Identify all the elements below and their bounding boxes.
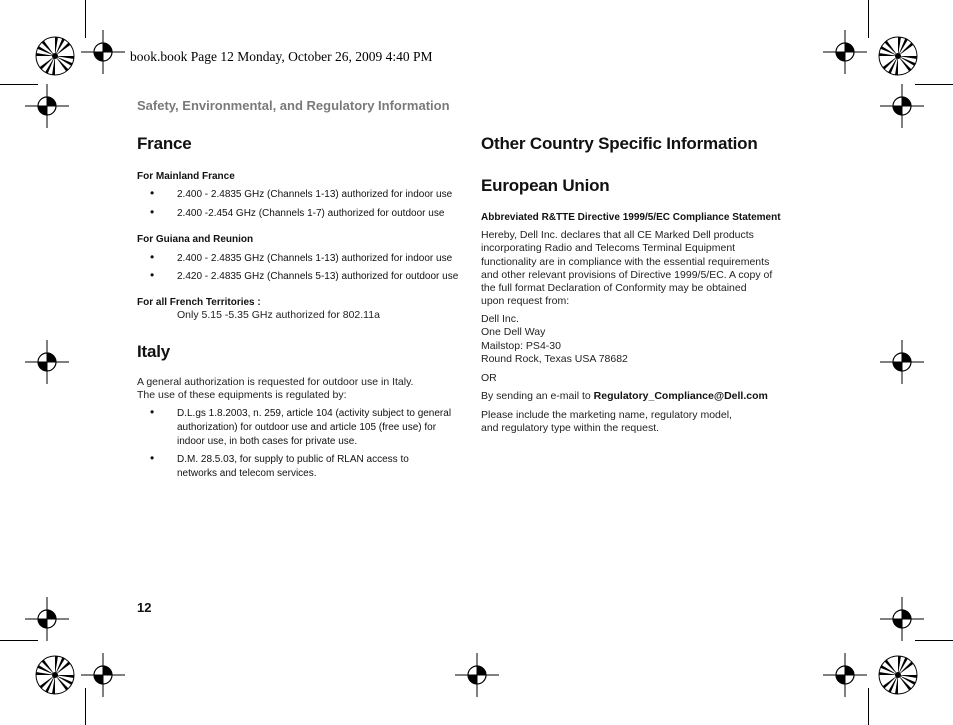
star-target-icon xyxy=(878,36,918,76)
page-number: 12 xyxy=(137,600,152,615)
registration-mark-icon xyxy=(25,597,69,641)
guiana-heading: For Guiana and Reunion xyxy=(137,234,254,245)
european-union-heading: European Union xyxy=(481,176,610,195)
registration-mark-icon xyxy=(880,340,924,384)
registration-mark-icon xyxy=(880,84,924,128)
email-link[interactable]: Regulatory_Compliance@Dell.com xyxy=(593,390,768,402)
bullet-icon: • xyxy=(150,451,155,465)
registration-mark-icon xyxy=(880,597,924,641)
bullet-icon: • xyxy=(150,250,155,264)
dell-address: Dell Inc. One Dell Way Mailstop: PS4-30 Round Rock, Texas USA 78682 xyxy=(481,313,628,365)
proof-header: book.book Page 12 Monday, October 26, 2009 4:40 PM xyxy=(130,49,433,64)
italy-intro: A general authorization is requested for outdoor use in Italy. The use of these equipments is regulated by: xyxy=(137,376,414,402)
closing-paragraph: Please include the marketing name, regulatory model, and regulatory type within the request. xyxy=(481,409,732,435)
or-text: OR xyxy=(481,372,497,384)
list-item: D.L.gs 1.8.2003, n. 259, article 104 (activity subject to general authorization) for outdoor use and article 105 (free use) for indoor use, in both cases for private use. xyxy=(177,408,452,447)
french-territories-heading: For all French Territories : xyxy=(137,297,261,308)
french-territories-text: Only 5.15 -5.35 GHz authorized for 802.11a xyxy=(177,309,380,321)
list-item: 2.400 - 2.4835 GHz (Channels 1-13) authorized for indoor use xyxy=(177,189,453,200)
list-item: 2.400 - 2.4835 GHz (Channels 1-13) authorized for indoor use xyxy=(177,253,453,264)
mainland-france-heading: For Mainland France xyxy=(137,171,235,182)
italy-heading: Italy xyxy=(137,342,171,361)
bullet-icon: • xyxy=(150,405,155,419)
compliance-paragraph: Hereby, Dell Inc. declares that all CE Marked Dell products incorporating Radio and Telecoms Terminal Equipment functionality are in compliance with the essential requirements and other relevant provisions of Directive 1999/5/EC. A copy of the full format Declaration of Conformity may be obtained upon request from: xyxy=(481,229,773,308)
star-target-icon xyxy=(35,36,75,76)
registration-mark-icon xyxy=(25,340,69,384)
registration-mark-icon xyxy=(823,30,867,74)
bullet-icon: • xyxy=(150,186,155,200)
list-item: D.M. 28.5.03, for supply to public of RLAN access to networks and telecom services. xyxy=(177,454,409,479)
other-country-heading: Other Country Specific Information xyxy=(481,134,758,153)
france-heading: France xyxy=(137,134,192,153)
registration-mark-icon xyxy=(25,84,69,128)
registration-mark-icon xyxy=(823,653,867,697)
bullet-icon: • xyxy=(150,205,155,219)
star-target-icon xyxy=(35,655,75,695)
email-line: By sending an e-mail to Regulatory_Compliance@Dell.com xyxy=(481,390,768,402)
registration-mark-icon xyxy=(455,653,499,697)
bullet-icon: • xyxy=(150,268,155,282)
list-item: 2.400 -2.454 GHz (Channels 1-7) authorized for outdoor use xyxy=(177,208,445,219)
rtte-statement-heading: Abbreviated R&TTE Directive 1999/5/EC Compliance Statement xyxy=(481,212,781,223)
registration-mark-icon xyxy=(81,653,125,697)
star-target-icon xyxy=(878,655,918,695)
registration-mark-icon xyxy=(81,30,125,74)
list-item: 2.420 - 2.4835 GHz (Channels 5-13) authorized for outdoor use xyxy=(177,271,459,282)
running-head: Safety, Environmental, and Regulatory Information xyxy=(137,98,450,113)
